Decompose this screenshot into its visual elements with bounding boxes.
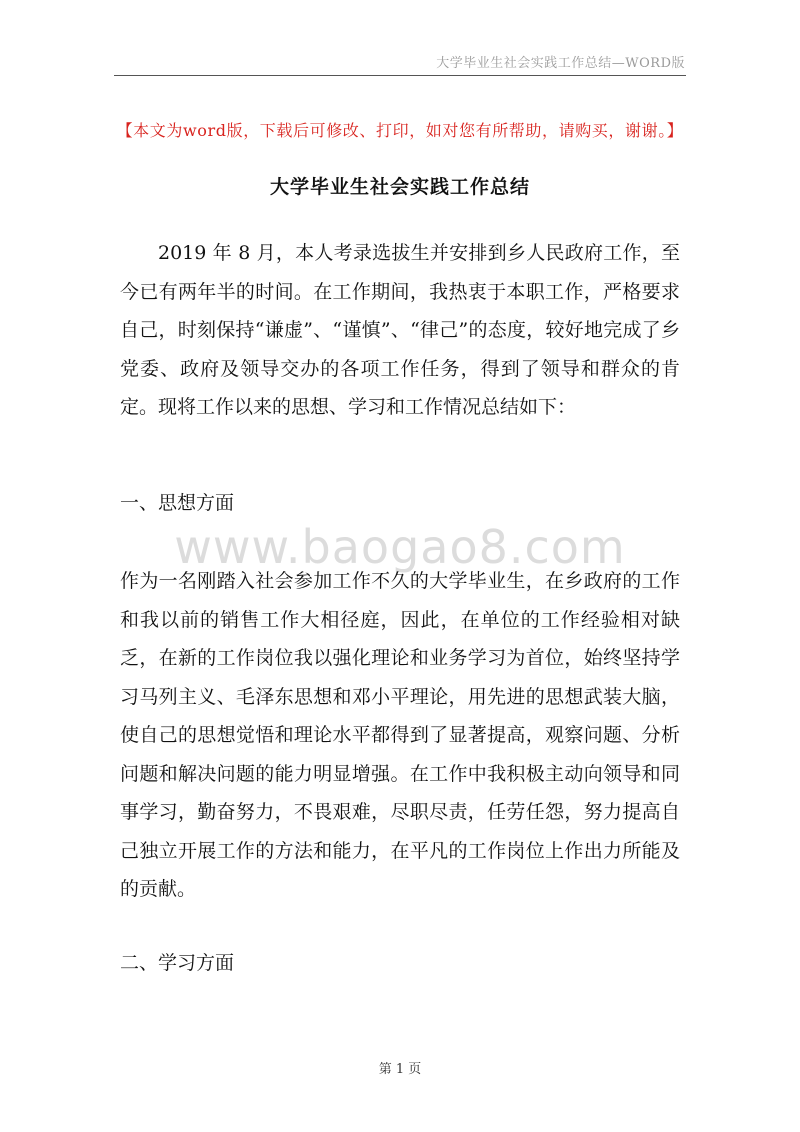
intro-paragraph: 2019 年 8 月，本人考录选拔生并安排到乡人民政府工作，至今已有两年半的时间。在工作期间，我热衷于本职工作，严格要求自己，时刻保持“谦虚”、“谨慎”、“律己”的态度，较好地完成了乡党委、政府及领导交办的各项工作任务，得到了领导和群众的肯定。现将工作以来的思想、学习和工作情况总结如下： — [120, 242, 680, 418]
page-number: 第 1 页 — [378, 1062, 422, 1077]
running-header: 大学毕业生社会实践工作总结—WORD版 — [436, 56, 685, 71]
section-heading-study: 二、学习方面 — [120, 952, 235, 974]
watermark: www.baogao8.com — [174, 520, 626, 574]
header-divider — [114, 75, 686, 76]
document-title: 大学毕业生社会实践工作总结 — [269, 176, 530, 198]
section-heading-thought: 一、思想方面 — [120, 492, 235, 514]
purchase-notice: 【本文为word版，下载后可修改、打印，如对您有所帮助，请购买，谢谢。】 — [116, 121, 684, 140]
section-paragraph-thought: 作为一名刚踏入社会参加工作不久的大学毕业生，在乡政府的工作和我以前的销售工作大相径庭，因此，在单位的工作经验相对缺乏，在新的工作岗位我以强化理论和业务学习为首位，始终坚持学习马列主义、毛泽东思想和邓小平理论，用先进的思想武装大脑，使自己的思想觉悟和理论水平都得到了显著提高，观察问题、分析问题和解决问题的能力明显增强。在工作中我积极主动向领导和同事学习，勤奋努力，不畏艰难，尽职尽责，任劳任怨，努力提高自己独立开展工作的方法和能力，在平凡的工作岗位上作出力所能及的贡献。 — [120, 570, 680, 900]
